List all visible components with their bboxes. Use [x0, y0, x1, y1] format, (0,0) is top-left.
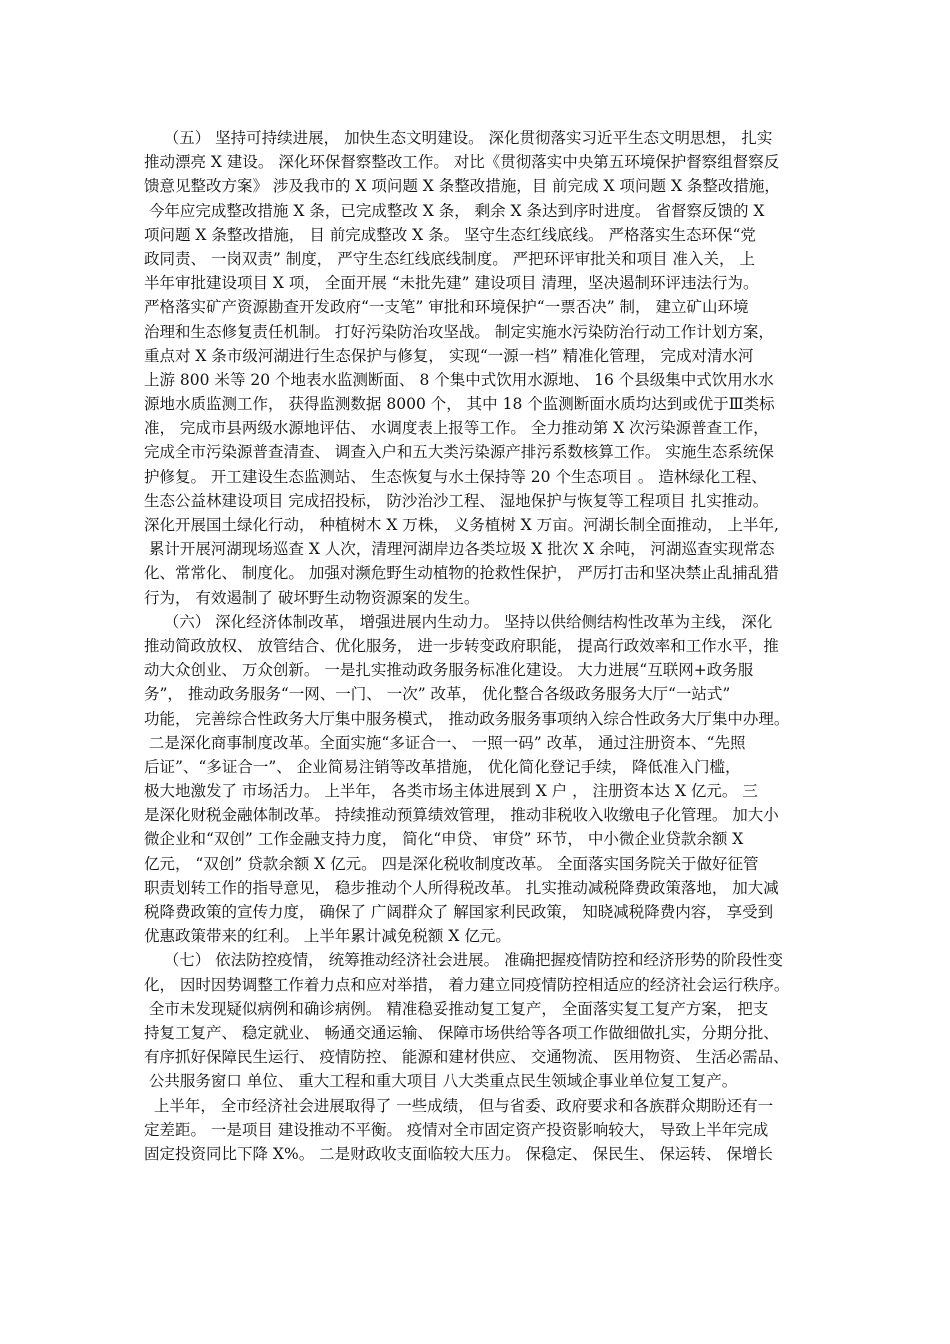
text-line: 有序抓好保障民生运行、 疫情防控、 能源和建材供应、 交通物流、 医用物资、 生活必需品、 — [144, 1048, 789, 1067]
text-line: 税降费政策的宣传力度， 确保了 广阔群众了 解国家利民政策， 知晓减税降费内容， 享受到 — [144, 903, 774, 921]
text-line: 政同责、 一岗双责” 制度， 严守生态红线底线制度。 严把环评审批关和项目 准入关， 上 — [144, 249, 755, 268]
text-line: 护修复。 开工建设生态监测站、 生态恢复与水土保持等 20 个生态项目 。 造林绿化工程、 — [144, 467, 767, 486]
text-line: 微企业和“双创” 工作金融支持力度， 简化“申贷、 审贷” 环节， 中小微企业贷款余额 X — [144, 830, 744, 849]
text-line: 全市未发现疑似病例和确诊病例。 精准稳妥推动复工复产， 全面落实复工复产方案， 把支 — [144, 999, 769, 1018]
text-line: （六） 深化经济体制改革， 增强进展内生动力。 坚持以供给侧结构性改革为主线， 深化 — [144, 612, 773, 631]
text-line: （五） 坚持可持续进展， 加快生态文明建设。 深化贯彻落实习近平生态文明思想， 扎实 — [144, 129, 773, 147]
text-line: 功能， 完善综合性政务大厅集中服务模式， 推动政务服务事项纳入综合性政务大厅集中办理。 — [144, 709, 790, 728]
text-line: 推动简政放权、 放管结合、优化服务， 进一步转变政府职能， 提高行政效率和工作水平，推 — [144, 636, 779, 655]
text-line: 源地水质监测工作， 获得监测数据 8000 个， 其中 18 个监测断面水质均达到或优于Ⅲ类标 — [144, 395, 775, 414]
paragraph-section-7 — [144, 948, 824, 1093]
text-line: （七） 依法防控疫情， 统筹推动经济社会进展。 准确把握疫情防控和经济形势的阶段性变 — [144, 951, 783, 970]
text-line: 化， 因时因势调整工作着力点和应对举措， 着力建立同疫情防控相适应的经济社会运行秩序。 — [144, 975, 790, 994]
text-line: 深化开展国土绿化行动， 种植树木 X 万株， 义务植树 X 万亩。河湖长制全面推动， 上半年, — [144, 516, 779, 534]
text-line: 持复工复产、 稳定就业、 畅通交通运输、 保障市场供给等各项工作做细做扎实，分期分批、 — [144, 1023, 779, 1042]
text-line: 半年审批建设项目 X 项， 全面开展 “未批先建” 建设项目 清理，坚决遏制环评违法行为。 — [144, 274, 759, 293]
text-line: 治理和生态修复责任机制。 打好污染防治攻坚战。 制定实施水污染防治行动工作计划方案， — [144, 322, 774, 341]
text-line: 准， 完成市县两级水源地评估、 水调度表上报等工作。 全力推动第 X 次污染源普查工作， — [144, 419, 769, 438]
paragraph-section-5 — [144, 126, 824, 610]
text-line: 公共服务窗口 单位、 重大工程和重大项目 八大类重点民生领域企事业单位复工复产。 — [144, 1072, 738, 1091]
document-body — [144, 126, 824, 1166]
text-line: 完成全市污染源普查清查、 调查入户和五大类污染源产排污系数核算工作。 实施生态系统保 — [144, 443, 774, 462]
text-line: 极大地激发了 市场活力。 上半年， 各类市场主体进展到 X 户 ， 注册资本达 X 亿元。 三 — [144, 782, 758, 801]
text-line: 化、常常化、 制度化。 加强对濒危野生动植物的抢救性保护， 严厉打击和坚决禁止乱捕乱猎 — [144, 564, 779, 583]
text-line: 严格落实矿产资源勘查开发政府“一支笔” 审批和环境保护“一票否决” 制， 建立矿山环境 — [144, 298, 749, 317]
text-line: 项问题 X 条整改措施， 目 前完成整改 X 条。 坚守生态红线底线。 严格落实生态环保“党 — [144, 225, 756, 244]
text-line: 馈意见整改方案》 涉及我市的 X 项问题 X 条整改措施，目 前完成 X 项问题 X 条整改措施， — [144, 177, 780, 196]
text-line: 二是深化商事制度改革。全面实施“多证合一、 一照一码” 改革， 通过注册资本、“先照 — [144, 733, 746, 752]
text-line: 上半年， 全市经济社会进展取得了 一些成绩， 但与省委、政府要求和各族群众期盼还有一 — [144, 1096, 774, 1115]
paragraph-section-summary — [144, 1094, 824, 1167]
text-line: 后证”、“多证合一”、 企业简易注销等改革措施， 优化简化登记手续， 降低准入门槛， — [144, 757, 741, 776]
text-line: 重点对 X 条市级河湖进行生态保护与修复， 实现“一源一档” 精准化管理， 完成对清水河 — [144, 346, 754, 365]
text-line: 是深化财税金融体制改革。 持续推动预算绩效管理， 推动非税收入收缴电子化管理。 加大小 — [144, 806, 779, 825]
text-line: 今年应完成整改措施 X 条，已完成整改 X 条， 剩余 X 条达到序时进度。 省督察反馈的 X — [144, 201, 765, 220]
text-line: 固定投资同比下降 X%。 二是财政收支面临较大压力。 保稳定、 保民生、 保运转、 保增长 — [144, 1144, 773, 1163]
text-line: 定差距。 一是项目 建设推动不平衡。 疫情对全市固定资产投资影响较大， 导致上半年完成 — [144, 1120, 769, 1139]
text-line: 职责划转工作的指导意见， 稳步推动个人所得税改革。 扎实推动减税降费政策落地， 加大减 — [144, 878, 779, 897]
text-line: 累计开展河湖现场巡查 X 人次，清理河湖岸边各类垃圾 X 批次 X 余吨， 河湖巡查实现常态 — [144, 540, 775, 559]
text-line: 推动漂亮 X 建设。 深化环保督察整改工作。 对比《贯彻落实中央第五环境保护督察组督察反 — [144, 153, 780, 172]
text-line: 行为， 有效遏制了 破坏野生动物资源案的发生。 — [144, 588, 480, 607]
paragraph-section-6 — [144, 610, 824, 949]
text-line: 优惠政策带来的红利。 上半年累计减免税额 X 亿元。 — [144, 927, 511, 946]
text-line: 动大众创业、 万众创新。 一是扎实推动政务服务标准化建设。 大力进展“互联网+政务服 — [144, 661, 754, 680]
text-line: 生态公益林建设项目 完成招投标， 防沙治沙工程、 湿地保护与恢复等工程项目 扎实推动。 — [144, 491, 769, 510]
text-line: 亿元， “双创” 贷款余额 X 亿元。 四是深化税收制度改革。 全面落实国务院关于做好征管 — [144, 854, 759, 873]
text-line: 务”， 推动政务服务“一网、一门、 一次” 改革， 优化整合各级政务服务大厅“一站式” — [144, 685, 731, 704]
text-line: 上游 800 米等 20 个地表水监测断面、 8 个集中式饮用水源地、 16 个县级集中式饮用水水 — [144, 370, 774, 389]
